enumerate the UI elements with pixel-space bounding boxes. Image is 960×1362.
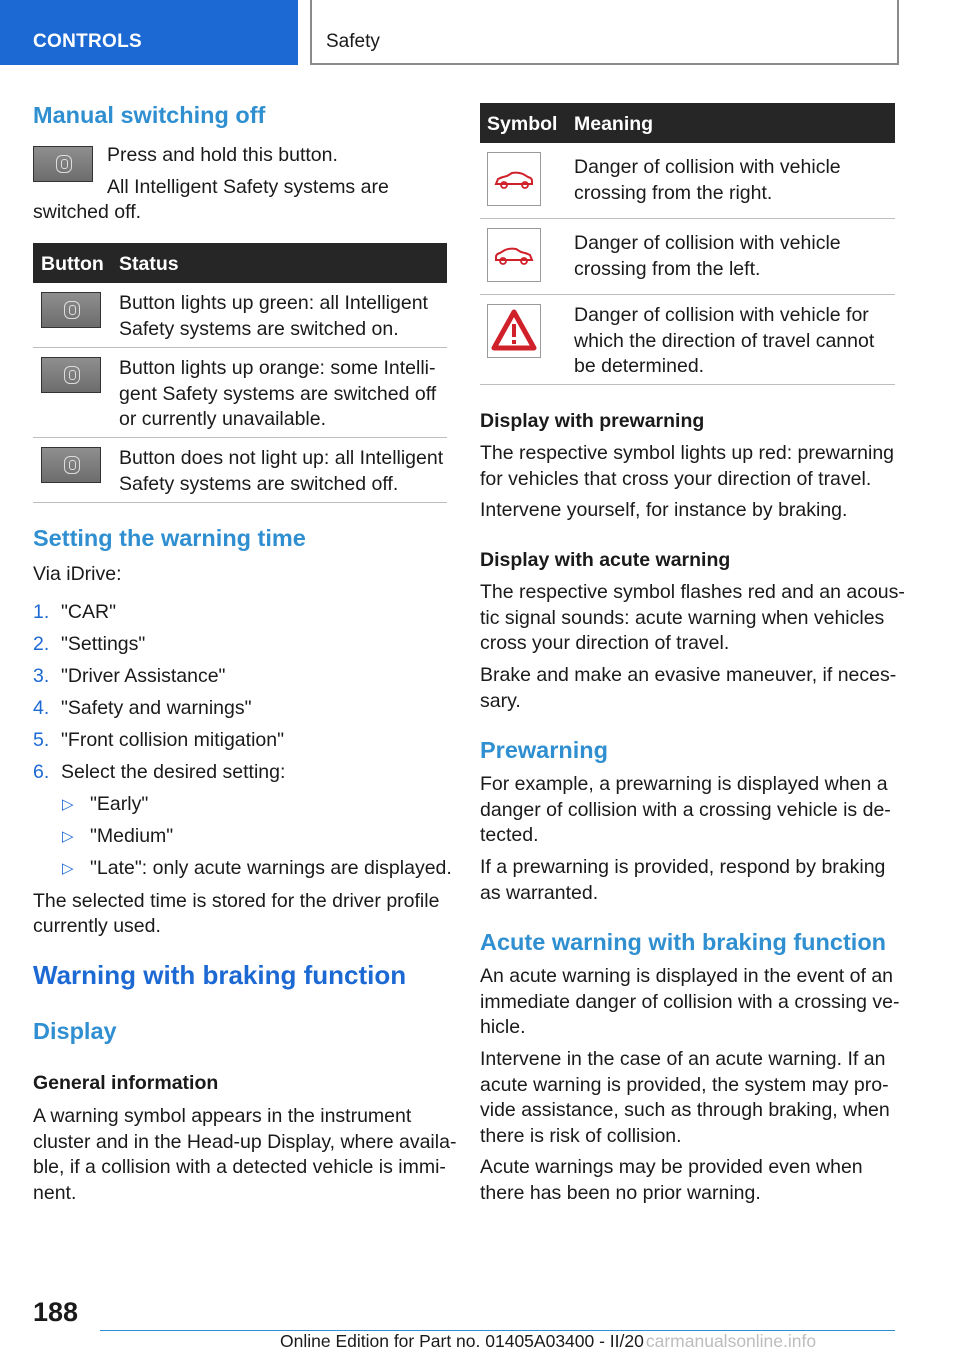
button-status-table [33,243,447,503]
column-meaning: Meaning [574,113,654,135]
table-row [480,143,895,219]
display-heading: Display [33,1018,117,1044]
text-line: there is risk of collision. [480,1124,682,1147]
text-line: Intervene in the case of an acute warning. If an [480,1048,886,1070]
topic-tab [310,0,899,65]
status-cell [119,446,443,497]
symbol-meaning-table [480,103,895,385]
acute-warning-heading: Acute warning with braking function [480,929,887,955]
column-status: Status [119,253,179,275]
manual-line-2b: switched off. [33,201,142,223]
meaning-cell [574,155,841,206]
manual-switching-heading: Manual switching off [33,102,266,128]
intervene-text: Intervene yourself, for instance by braking. [480,499,848,521]
meaning-cell [574,303,874,380]
meaning-line: Danger of collision with vehicle [574,156,841,178]
text-line: vide assistance, such as through braking, when [480,1099,890,1121]
column-symbol: Symbol [487,113,558,135]
acute-display-text [480,580,905,657]
acute-display-heading: Display with acute warning [480,549,731,571]
step-number: 3. [33,665,50,687]
acute-intervene-text [480,1047,890,1149]
status-line: Button does not light up: all Intelligent [119,447,444,469]
text-line: An acute warning is displayed in the event of an [480,965,894,987]
text-line: Brake and make an evasive maneuver, if neces- [480,664,897,686]
acute-even-text [480,1155,863,1206]
section-title: CONTROLS [33,31,143,52]
safety-button-icon [33,146,93,182]
stored-line-b: currently used. [33,915,161,937]
bullet-triangle-icon: ▷ [62,860,74,877]
step-number: 4. [33,697,50,719]
status-line: gent Safety systems are switched off [119,382,437,405]
prewarning-display-text [480,441,894,492]
bullet-triangle-icon: ▷ [62,828,74,845]
step-number: 6. [33,761,50,783]
text-line: The respective symbol flashes red and an acous- [480,581,905,603]
table-row [480,295,895,385]
text-line: cross your direction of travel. [480,632,730,654]
status-line: Button lights up green: all Intelligent [119,292,428,314]
text-line: Acute warnings may be provided even when [480,1156,863,1178]
text-line: tected. [480,824,539,846]
table-header [33,243,447,283]
topic-title: Safety [326,31,380,52]
table-row [33,438,447,503]
meaning-line: which the direction of travel cannot [574,329,875,352]
bullet-triangle-icon: ▷ [62,796,74,813]
status-line: or currently unavailable. [119,408,327,430]
meaning-line: Danger of collision with vehicle [574,232,841,254]
footer-edition [280,1329,816,1355]
text-line: cluster and in the Head-up Display, where availa- [33,1130,457,1153]
substep-text: "Early" [90,793,149,815]
step-number: 5. [33,729,50,751]
step-text: "Safety and warnings" [61,697,252,719]
text-line: tic signal sounds: acute warning when vehicles [480,606,885,629]
column-button: Button [41,253,104,275]
step-text: Select the desired setting: [61,761,286,783]
table-row [480,219,895,295]
text-line: as warranted. [480,881,599,904]
text-line: For example, a prewarning is displayed when a [480,773,888,795]
text-line: If a prewarning is provided, respond by braking [480,856,886,878]
meaning-line: crossing from the right. [574,181,773,204]
table-row [33,283,447,348]
status-line: Button lights up orange: some Intelli- [119,357,436,379]
warning-triangle-icon [487,304,541,358]
step-text: "Driver Assistance" [61,665,226,687]
prewarning-display-heading: Display with prewarning [480,410,705,432]
brake-text [480,663,896,714]
status-cell [119,291,428,342]
step-number: 2. [33,633,50,655]
table-header [480,103,895,143]
meaning-line: be determined. [574,355,705,377]
step-text: "Front collision mitigation" [61,729,285,751]
button-off-icon [41,447,101,483]
meaning-line: Danger of collision with vehicle for [574,304,869,326]
prewarning-heading: Prewarning [480,737,608,763]
step-text: "Settings" [61,633,146,655]
table-row [33,348,447,438]
meaning-cell [574,231,841,282]
watermark-text: carmanualsonline.info [645,1331,817,1351]
status-cell [119,356,436,433]
general-information-heading: General information [33,1072,219,1094]
button-orange-icon [41,357,101,393]
car-right-icon [487,152,541,206]
text-line: for vehicles that cross your direction of travel. [480,467,872,490]
button-green-icon [41,292,101,328]
substep-text: "Medium" [90,825,174,847]
general-information-text [33,1104,456,1206]
warning-time-heading: Setting the warning time [33,525,306,551]
meaning-line: crossing from the left. [574,257,761,280]
text-line: hicle. [480,1016,526,1038]
prewarning-text [480,772,891,849]
text-line: there has been no prior warning. [480,1181,761,1204]
status-line: Safety systems are switched off. [119,472,399,495]
manual-line-1: Press and hold this button. [107,144,338,166]
text-line: ble, if a collision with a detected vehicle is immi- [33,1156,446,1178]
text-line: immediate danger of collision with a crossing ve- [480,990,900,1013]
via-idrive: Via iDrive: [33,563,122,585]
manual-line-2a: All Intelligent Safety systems are [107,176,389,198]
substep-text: "Late": only acute warnings are displayed. [90,857,452,879]
edition-text: Online Edition for Part no. 01405A03400 - II/20 [280,1331,644,1351]
status-line: Safety systems are switched on. [119,317,399,340]
step-text: "CAR" [61,601,117,623]
text-line: danger of collision with a crossing vehicle is de- [480,798,891,821]
prewarning-respond-text [480,855,885,906]
acute-warning-text [480,964,899,1041]
section-tab [0,0,298,65]
text-line: A warning symbol appears in the instrument [33,1105,412,1127]
braking-function-heading: Warning with braking function [33,960,407,990]
stored-line-a: The selected time is stored for the driver profile [33,890,440,912]
text-line: acute warning is provided, the system may pro- [480,1073,889,1096]
text-line: nent. [33,1181,77,1204]
car-left-icon [487,228,541,282]
page-number: 188 [33,1297,79,1327]
step-number: 1. [33,601,50,623]
text-line: sary. [480,689,521,712]
text-line: The respective symbol lights up red: prewarning [480,442,895,464]
